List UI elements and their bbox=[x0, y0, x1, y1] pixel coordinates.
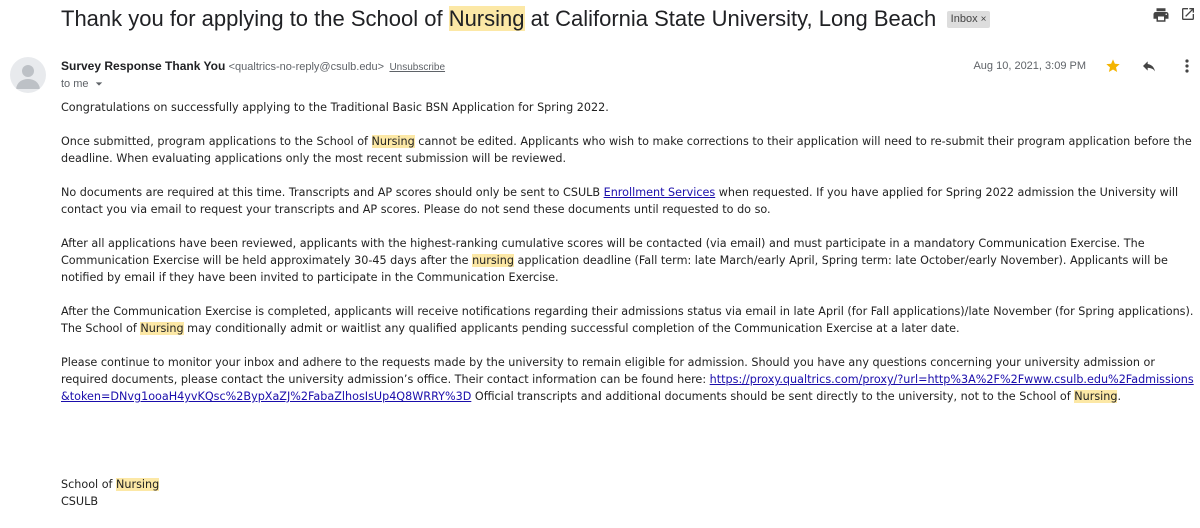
subject-row bbox=[61, 6, 1200, 36]
p4-text-a: After all applications have been reviewed, applicants with the highest-ranking cumulative scores will be contacted (via email) and must participate in a mandatory Communication Exercise. The Communication Exercise will be held approximately 30-45 days after the bbox=[61, 237, 1145, 267]
p5-highlight: Nursing bbox=[140, 322, 184, 335]
p4-text-b: application deadline (Fall term: late March/early April, Spring term: late October/early November). Applicants will be notified by email if they have been invited to participate in the Communication Exercise. bbox=[61, 254, 1168, 284]
star-icon[interactable] bbox=[1105, 58, 1121, 74]
p5-text-a: After the Communication Exercise is completed, applicants will receive notifications regarding their admissions status via email in late April (for Fall applications)/late November (for Spring applications). The School of bbox=[61, 305, 1194, 335]
enrollment-services-link[interactable]: Enrollment Services bbox=[603, 186, 716, 199]
p6-text-a: Please continue to monitor your inbox and adhere to the requests made by the university to remain eligible for admission. Should you have any questions concerning your university admission or required documents, please contact the university admission’s office. Their contact information can be found here: bbox=[61, 356, 1155, 386]
p6-highlight: Nursing bbox=[1074, 390, 1118, 403]
signature-line-2: CSULB bbox=[61, 495, 99, 508]
body-paragraph-2 bbox=[61, 133, 1196, 167]
subject-highlight: Nursing bbox=[448, 6, 525, 31]
email-subject bbox=[61, 6, 936, 32]
body-paragraph-1: Congratulations on successfully applying to the Traditional Basic BSN Application for Spring 2022. bbox=[61, 101, 609, 114]
message-date: Aug 10, 2021, 3:09 PM bbox=[973, 60, 1086, 72]
email-body bbox=[61, 99, 1196, 422]
p3-text-a: No documents are required at this time. Transcripts and AP scores should only be sent to CSULB bbox=[61, 186, 604, 199]
sig-highlight: Nursing bbox=[116, 478, 160, 491]
signature-line-1 bbox=[61, 476, 159, 493]
unsubscribe-link[interactable]: Unsubscribe bbox=[389, 62, 446, 73]
recipient-text: to me bbox=[61, 78, 89, 90]
person-icon bbox=[10, 57, 46, 93]
more-vert-icon[interactable] bbox=[1184, 58, 1190, 74]
print-icon[interactable] bbox=[1152, 6, 1170, 24]
sender-email: <qualtrics-no-reply@csulb.edu> bbox=[228, 61, 385, 73]
p2-highlight: Nursing bbox=[371, 135, 415, 148]
body-paragraph-4 bbox=[61, 235, 1196, 286]
subject-text: Thank you for applying to the School of bbox=[61, 6, 449, 31]
body-paragraph-5 bbox=[61, 303, 1196, 337]
p2-text-b: cannot be edited. Applicants who wish to make corrections to their application will need to re-submit their program application before the deadline. When evaluating applications only the most recent submission will be reviewed. bbox=[61, 135, 1192, 165]
body-paragraph-6 bbox=[61, 354, 1196, 405]
inbox-label-chip[interactable] bbox=[947, 11, 991, 28]
p6-text-b: Official transcripts and additional documents should be sent directly to the university, not to the School of bbox=[471, 390, 1075, 403]
popout-icon[interactable] bbox=[1180, 6, 1196, 22]
sender-avatar bbox=[10, 57, 46, 93]
recipient-details[interactable] bbox=[61, 78, 103, 90]
body-paragraph-3 bbox=[61, 184, 1196, 218]
p2-text-a: Once submitted, program applications to the School of bbox=[61, 135, 372, 148]
email-signature bbox=[61, 476, 159, 510]
sender-line bbox=[61, 59, 445, 73]
admissions-proxy-link[interactable]: https://proxy.qualtrics.com/proxy/?url=http%3A%2F%2Fwww.csulb.edu%2Fadmissions&token=DNvg1ooaH4yvKQsc%2BypXaZJ%2FabaZlhosIsUp4Q8WRRY%3D bbox=[61, 373, 1194, 403]
p5-text-b: may conditionally admit or waitlist any qualified applicants pending successful completion of the Communication Exercise at a later date. bbox=[183, 322, 960, 335]
inbox-label-text: Inbox bbox=[950, 12, 978, 25]
chevron-down-icon[interactable] bbox=[95, 80, 103, 88]
remove-label-icon[interactable]: × bbox=[980, 13, 987, 25]
sig-text: School of bbox=[61, 478, 117, 491]
subject-text-end: at California State University, Long Beach bbox=[524, 6, 937, 31]
reply-icon[interactable] bbox=[1140, 58, 1158, 74]
sender-name[interactable]: Survey Response Thank You bbox=[61, 59, 226, 73]
p6-text-c: . bbox=[1117, 390, 1122, 403]
p3-text-b: when requested. If you have applied for Spring 2022 admission the University will contact you via email to request your transcripts and AP scores. Please do not send these documents until requested to do so. bbox=[61, 186, 1179, 216]
p4-highlight: nursing bbox=[472, 254, 514, 267]
